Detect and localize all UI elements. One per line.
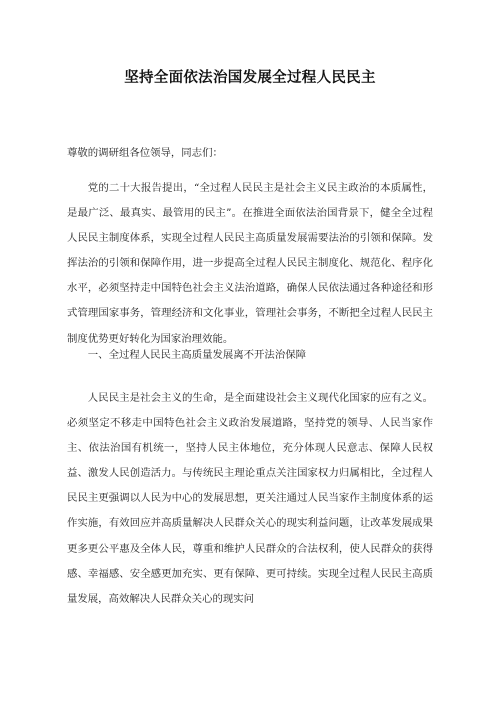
paragraph-section-1: 人民民主是社会主义的生命，是全面建设社会主义现代化国家的应有之义。必须坚定不移走中国特色社会主义政治发展道路，坚持党的领导、人民当家作主、依法治国有机统一，坚持人民主体地位，充分体现人民意志、保障人民权益、激发人民创造活力。与传统民主理论重点关注国家权力归属相比，全过程人民民主更强调以人民为中心的发展思想，更关注通过人民当家作主制度体系的运作实施，有效回应并高质量解决人民群众关心的现实利益问题，让改革发展成果更多更公平惠及全体人民，尊重和维护人民群众的合法权利，使人民群众的获得感、幸福感、安全感更加充实、更有保障、更可持续。实现全过程人民民主高质量发展，高效解决人民群众关心的现实问: [67, 392, 433, 605]
paragraph-intro: 党的二十大报告提出，“全过程人民民主是社会主义民主政治的本质属性，是最广泛、最真实、最管用的民主”。在推进全面依法治国背景下，健全全过程人民民主制度体系，实现全过程人民民主高质量发展需要法治的引领和保障。发挥法治的引领和保障作用，进一步提高全过程人民民主制度化、规范化、程序化水平，必须坚持走中国特色社会主义法治道路，确保人民依法通过各种途径和形式管理国家事务，管理经济和文化事业，管理社会事务，不断把全过程人民民主制度优势更好转化为国家治理效能。: [67, 182, 433, 345]
salutation: 尊敬的调研组各位领导，同志们：: [67, 147, 223, 159]
section-heading-1: 一、全过程人民民主高质量发展离不开法治保障: [87, 349, 306, 361]
document-title: 坚持全面依法治国发展全过程人民民主: [124, 70, 376, 86]
